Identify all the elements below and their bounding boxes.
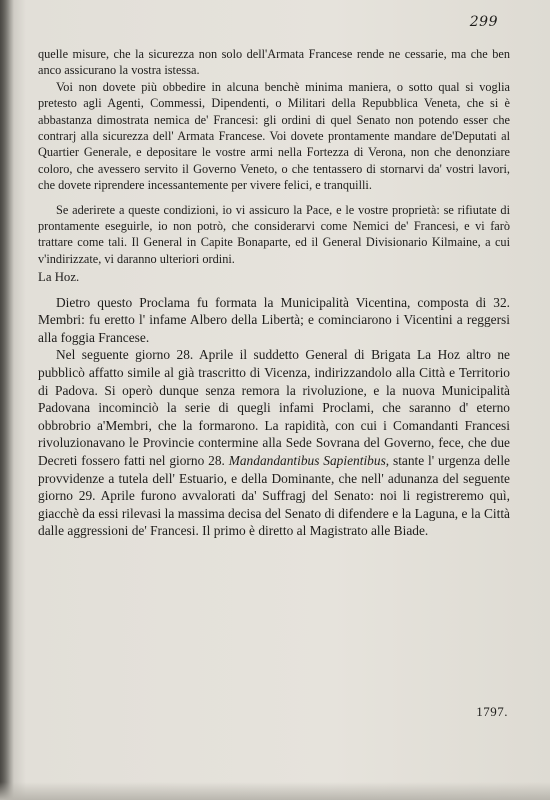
binding-shadow [0, 0, 14, 800]
proclamation-paragraph-2: Voi non dovete più obbedire in alcuna benchè minima maniera, o sotto qual si voglia pretesto agli Agenti, Commessi, Dipendenti, o Militari della Repubblica Veneta, che si è abbastanza dimostrata nemica de' Francesi: gli ordini di quel Senato non potendo esser che contrarj alla sicurezza dell' Armata Francese. Voi dovete prontamente mandare de'Deputati al Quartier Generale, e depositare le vostre armi nella Fortezza di Verona, non che denonziare coloro, che avessero servito il Governo Veneto, o che tentassero di stornarvi da' vostri lavori, che dovete riprendere incessantemente per vivere felici, e tranquilli. [38, 79, 510, 193]
narrative-text-after-italic: , stante l' urgenza delle provvidenze a tutela dell' Estuario, e della Dominante, che nell' adunanza del seguente giorno 29. Aprile furono avvalorati da' Suffragj del Senato: noi li registreremo quì, giacchè da essi rilevasi la massima decisa del Senato di difendere e la Laguna, e la Città dalle aggressioni de' Francesi. Il primo è diretto al Magistrato alle Biade. [38, 453, 510, 539]
narrative-text-before-italic: Nel seguente giorno 28. Aprile il suddetto General di Brigata La Hoz altro ne pubblicò affatto simile al già trascritto di Vicenza, indirizzandolo alla Città e Territorio di Padova. Si operò dunque senza remora la rivoluzione, e la nuova Municipalità Padovana incominciò la serie di quegli infami Proclami, che saranno d' eterno obbrobrio a'Membri, che la formarono. La rapidità, con cui i Comandanti Francesi rivoluzionavano le Provincie contermine alla Sede Sovrana del Governo, fece, che due Decreti fossero fatti nel giorno 28. [38, 347, 510, 469]
narrative-paragraph-1: Dietro questo Proclama fu formata la Municipalità Vicentina, composta di 32. Membri: fu eretto l' infame Albero della Libertà; e cominciarono i Vicentini a reggersi alla foggia Francese. [38, 294, 510, 345]
signature: La Hoz. [38, 270, 80, 285]
narrative-paragraph-2 [38, 346, 510, 540]
proclamation-paragraph-1: quelle misure, che la sicurezza non solo dell'Armata Francese rende ne cessarie, ma che ben anco assicurano la vostra istessa. [38, 47, 510, 78]
page-text [38, 46, 510, 540]
paragraph-gap [38, 286, 510, 294]
paragraph-gap [38, 194, 510, 202]
page-bottom-edge [0, 782, 550, 800]
proclamation-paragraph-3: Se aderirete a queste condizioni, io vi assicuro la Pace, e le vostre proprietà: se rifiutate di prontamente eseguirle, io non potrò, che considerarvi come Nemici de' Francesi, e vi farò trattare come tali. Il General in Capite Bonaparte, ed il General Divisionario Kilmaine, a cui v'indirizzate, vi daranno ulteriori ordini. [38, 202, 510, 266]
italic-phrase: Mandandantibus Sapientibus [228, 453, 386, 469]
page-number: 299 [469, 14, 498, 30]
catchword: 1797. [476, 704, 508, 719]
